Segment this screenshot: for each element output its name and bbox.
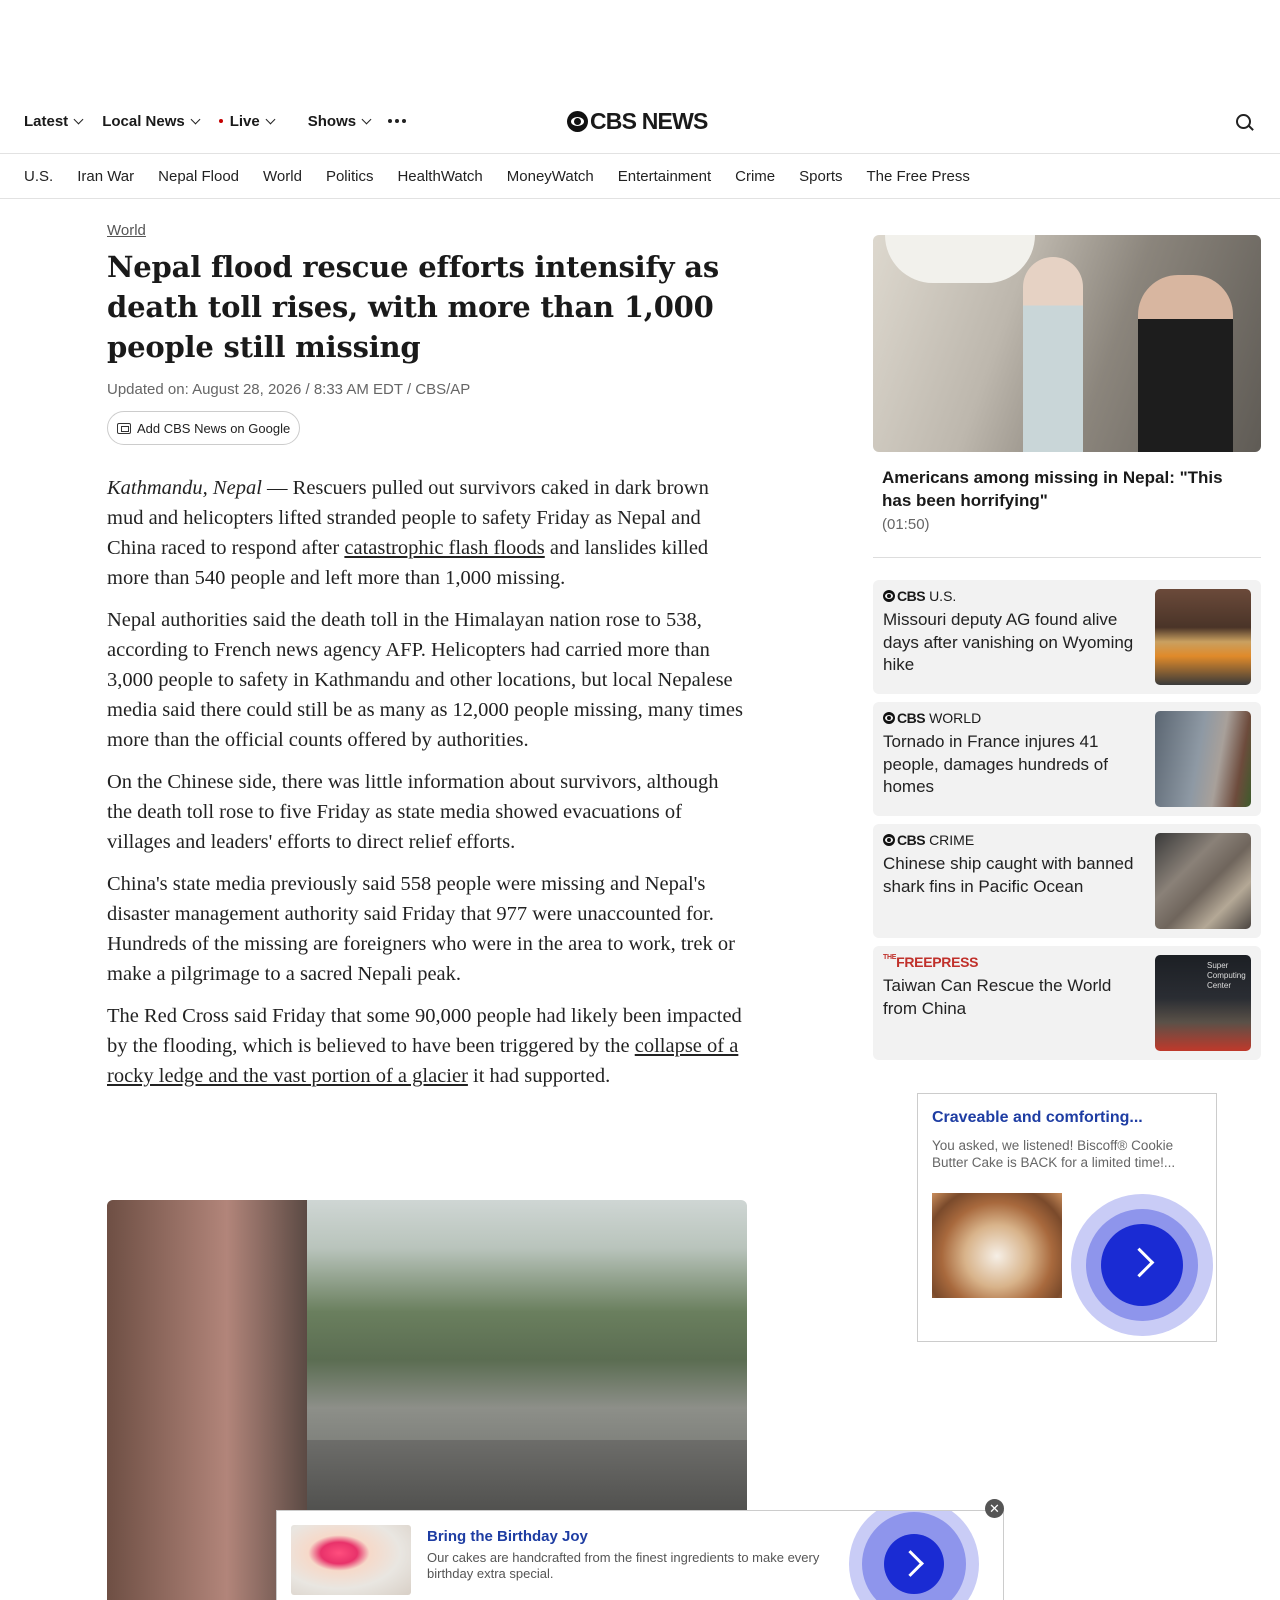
card-brand: CBS U.S. bbox=[883, 588, 956, 604]
card-title: Missouri deputy AG found alive days after vanishing on Wyoming hike bbox=[883, 610, 1134, 674]
ad-image[interactable] bbox=[932, 1193, 1062, 1298]
cbs-eye-icon bbox=[883, 590, 895, 602]
nav-shows[interactable]: Shows bbox=[308, 113, 370, 130]
paragraph: On the Chinese side, there was little information about survivors, although the death toll rose to five Friday as state media showed evacuations of villages and leaders' efforts to direct relief efforts. bbox=[107, 771, 719, 853]
card-thumbnail bbox=[1155, 589, 1251, 685]
article-byline: Updated on: August 28, 2026 / 8:33 AM EDT / CBS/AP bbox=[107, 381, 471, 398]
chevron-down-icon bbox=[190, 114, 200, 124]
more-menu-icon[interactable] bbox=[388, 119, 406, 123]
card-title: Chinese ship caught with banned shark fins in Pacific Ocean bbox=[883, 854, 1134, 896]
add-cbs-on-google-button[interactable]: Add CBS News on Google bbox=[107, 411, 300, 445]
nav-live[interactable]: Live bbox=[219, 113, 274, 130]
related-story-card[interactable] bbox=[873, 702, 1261, 816]
section-breadcrumb[interactable]: World bbox=[107, 222, 146, 239]
article-body bbox=[107, 473, 747, 1091]
subnav-healthwatch[interactable]: HealthWatch bbox=[397, 167, 483, 185]
ad-headline[interactable]: Craveable and comforting... bbox=[932, 1109, 1143, 1126]
close-icon[interactable]: ✕ bbox=[985, 1499, 1004, 1518]
link-catastrophic-flash-floods[interactable]: catastrophic flash floods bbox=[344, 537, 545, 559]
card-thumbnail bbox=[1155, 955, 1251, 1051]
chevron-right-icon[interactable] bbox=[884, 1534, 944, 1594]
chevron-down-icon bbox=[74, 114, 84, 124]
subnav-moneywatch[interactable]: MoneyWatch bbox=[506, 167, 594, 185]
subnav-world[interactable]: World bbox=[263, 167, 302, 185]
subnav-entertainment[interactable]: Entertainment bbox=[617, 167, 712, 185]
chevron-down-icon bbox=[362, 114, 372, 124]
dateline: Kathmandu, Nepal bbox=[107, 477, 262, 499]
subnav-sports[interactable]: Sports bbox=[799, 167, 843, 185]
link-glacier-collapse[interactable]: collapse of a rocky ledge and the vast portion of a glacier bbox=[107, 1035, 739, 1087]
cbs-eye-icon bbox=[883, 834, 895, 846]
card-title: Taiwan Can Rescue the World from China bbox=[883, 976, 1112, 1018]
paragraph: The Red Cross said Friday that some 90,000 people had likely been impacted by the flooding, which is believed to have been triggered by the collapse of a rocky ledge and the vast portion of a glacier it had supported. bbox=[107, 1005, 742, 1087]
subnav-us[interactable]: U.S. bbox=[24, 167, 54, 185]
subnav-iran-war[interactable]: Iran War bbox=[77, 167, 135, 185]
top-nav bbox=[0, 96, 1280, 154]
card-thumbnail bbox=[1155, 711, 1251, 807]
sidebar-ad[interactable] bbox=[917, 1093, 1217, 1342]
cbs-eye-icon bbox=[567, 111, 588, 132]
chevron-down-icon bbox=[265, 114, 275, 124]
nav-local-news[interactable]: Local News bbox=[102, 113, 199, 130]
card-thumbnail bbox=[1155, 833, 1251, 929]
subnav-crime[interactable]: Crime bbox=[735, 167, 776, 185]
card-brand: CBS CRIME bbox=[883, 832, 974, 848]
ad-headline[interactable]: Bring the Birthday Joy bbox=[427, 1528, 588, 1545]
main-nav bbox=[24, 96, 406, 146]
chevron-right-icon[interactable] bbox=[1101, 1224, 1183, 1306]
section-nav bbox=[0, 154, 1280, 199]
paragraph: Nepal authorities said the death toll in the Himalayan nation rose to 538, according to French news agency AFP. Helicopters had carried more than 3,000 people to safety in Kathmandu and other locations, but local Nepalese media said there could still be as many as 12,000 people missing, many times more than the official counts offered by authorities. bbox=[107, 609, 743, 751]
live-dot-icon bbox=[219, 119, 223, 123]
ad-description: Our cakes are handcrafted from the finest ingredients to make every birthday extra special. bbox=[427, 1550, 820, 1581]
video-duration: (01:50) bbox=[882, 516, 930, 533]
paragraph: Kathmandu, Nepal — Rescuers pulled out survivors caked in dark brown mud and helicopters lifted stranded people to safety Friday as Nepal and China raced to respond after catastrophic flash floods and lanslides killed more than 540 people and left more than 1,000 missing. bbox=[107, 477, 709, 589]
nav-latest[interactable]: Latest bbox=[24, 113, 82, 130]
divider bbox=[873, 557, 1261, 558]
cbs-news-logo[interactable]: CBS NEWS bbox=[567, 108, 708, 135]
free-press-logo: $^{THE}$FREEPRESS bbox=[883, 954, 979, 970]
ad-image[interactable] bbox=[291, 1525, 411, 1595]
subnav-nepal-flood[interactable]: Nepal Flood bbox=[158, 167, 240, 185]
card-brand bbox=[883, 954, 978, 970]
related-story-card[interactable] bbox=[873, 824, 1261, 938]
ad-description: You asked, we listened! Biscoff® Cookie Butter Cake is BACK for a limited time!... bbox=[932, 1138, 1176, 1170]
subnav-the-free-press[interactable]: The Free Press bbox=[866, 167, 970, 185]
subnav-politics[interactable]: Politics bbox=[325, 167, 374, 185]
google-add-icon bbox=[117, 423, 131, 434]
related-story-card[interactable] bbox=[873, 580, 1261, 694]
featured-video[interactable] bbox=[873, 235, 1261, 452]
article bbox=[107, 222, 747, 1103]
sticky-bottom-ad[interactable] bbox=[276, 1510, 1004, 1600]
card-brand: CBS WORLD bbox=[883, 710, 981, 726]
paragraph: China's state media previously said 558 people were missing and Nepal's disaster management authority said Friday that 977 were unaccounted for. Hundreds of the missing are foreigners who were in the area to work, trek or make a pilgrimage to a sacred Nepali peak. bbox=[107, 873, 735, 985]
related-story-card[interactable] bbox=[873, 946, 1261, 1060]
thumbnail-caption: Super Computing Center bbox=[1207, 961, 1246, 990]
card-title: Tornado in France injures 41 people, damages hundreds of homes bbox=[883, 732, 1108, 796]
cbs-eye-icon bbox=[883, 712, 895, 724]
video-title[interactable]: Americans among missing in Nepal: "This has been horrifying" bbox=[882, 468, 1223, 510]
article-headline: Nepal flood rescue efforts intensify as death toll rises, with more than 1,000 people still missing bbox=[107, 250, 719, 364]
